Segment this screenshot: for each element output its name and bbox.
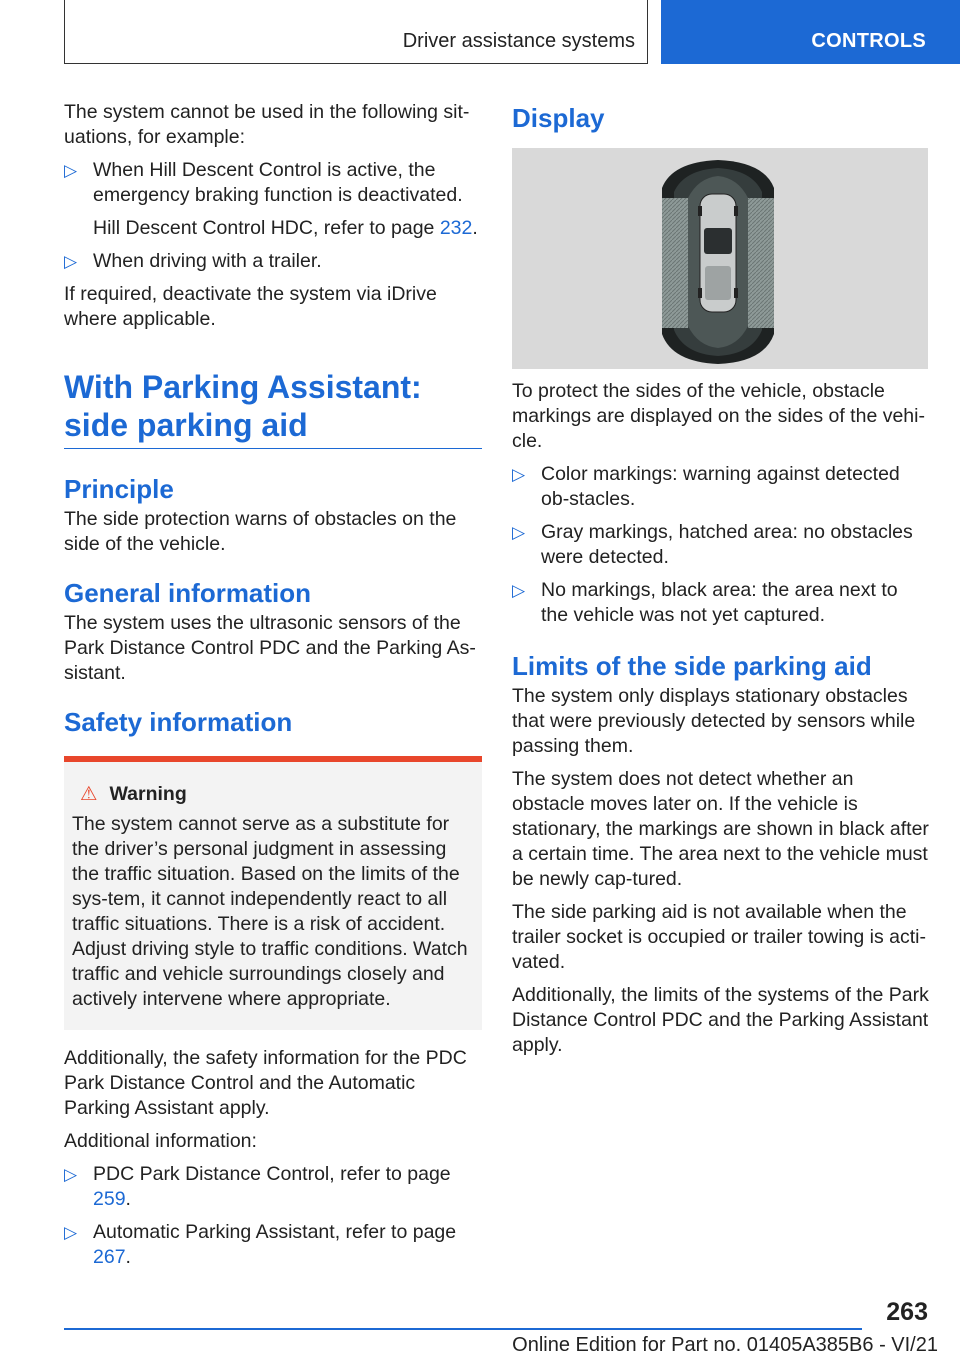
additional-info-label: Additional information: xyxy=(64,1130,257,1152)
list-item: ▷ Color markings: warning against detected ob-stacles. xyxy=(512,463,900,510)
warning-title: ⚠ Warning xyxy=(80,783,187,805)
triangle-bullet-icon: ▷ xyxy=(512,465,526,484)
header-section-title: Driver assistance systems xyxy=(402,30,635,52)
footer-divider xyxy=(64,1328,862,1330)
intro-text: The system cannot be used in the following sit-uations, for example: xyxy=(64,101,470,148)
triangle-bullet-icon: ▷ xyxy=(512,581,526,600)
left-column xyxy=(64,100,482,1278)
warning-triangle-icon: ⚠ xyxy=(80,783,98,805)
general-information-text: The system uses the ultrasonic sensors of the Park Distance Control PDC and the Parking As-sistant. xyxy=(64,612,476,684)
principle-heading: Principle xyxy=(64,474,174,504)
deactivate-text: If required, deactivate the system via iDrive where applicable. xyxy=(64,283,437,330)
vehicle-overhead-illustration xyxy=(512,148,928,369)
page-link-259[interactable]: 259 xyxy=(93,1188,126,1210)
list-item: ▷ Gray markings, hatched area: no obstacles were detected. xyxy=(512,521,913,568)
right-column xyxy=(512,100,930,1066)
display-markings-list xyxy=(512,462,930,628)
warning-box xyxy=(64,756,482,1030)
limits-heading: Limits of the side parking aid xyxy=(512,651,872,681)
header-chapter-tab[interactable] xyxy=(661,0,960,64)
list-item xyxy=(64,249,482,274)
list-item: ▷ Automatic Parking Assistant, refer to page 267. xyxy=(64,1221,457,1268)
page-number: 263 xyxy=(886,1298,928,1326)
limits-paragraph-3: The side parking aid is not available when the trailer socket is occupied or trailer towing is acti-vated. xyxy=(512,901,926,973)
list-item: ▷ PDC Park Distance Control, refer to page 259. xyxy=(64,1163,451,1210)
list-item-text: When driving with a trailer. xyxy=(93,250,322,272)
header-section-box xyxy=(64,0,648,64)
limits-paragraph-4: Additionally, the limits of the systems of the Park Distance Control PDC and the Parking Assistant apply. xyxy=(512,984,929,1056)
triangle-bullet-icon: ▷ xyxy=(64,161,78,180)
list-item-text: When Hill Descent Control is active, the emergency braking function is deactivated. xyxy=(93,159,463,206)
display-text: To protect the sides of the vehicle, obstacle markings are displayed on the sides of the vehi-cle. xyxy=(512,380,925,452)
limits-paragraph-2: The system does not detect whether an obstacle moves later on. If the vehicle is stationary, the markings are shown in black after a certain time. The area next to the vehicle must be newly cap-tured. xyxy=(512,768,929,890)
list-item-reference: Hill Descent Control HDC, refer to page 232. xyxy=(93,217,478,239)
list-item: ▷ No markings, black area: the area next to the vehicle was not yet captured. xyxy=(512,579,898,626)
warning-text: The system cannot serve as a substitute for the driver’s personal judgment in assessing the traffic situation. Based on the limits of the sys-tem, it cannot independently react to all traffic situations. There is a risk of accident. Adjust driving style to traffic conditions. Watch traffic and vehicle surroundings closely and actively intervene where appropriate. xyxy=(72,813,468,1010)
triangle-bullet-icon: ▷ xyxy=(64,252,78,271)
header-chapter-title: CONTROLS xyxy=(811,30,926,52)
page-link-232[interactable]: 232 xyxy=(439,217,473,239)
display-heading: Display xyxy=(512,103,605,133)
limitations-list xyxy=(64,158,482,274)
section-heading-side-parking-aid: With Parking Assistant: side parking aid xyxy=(64,368,482,449)
page-link-267[interactable]: 267 xyxy=(93,1246,126,1268)
principle-text: The side protection warns of obstacles on the side of the vehicle. xyxy=(64,508,457,555)
limits-paragraph-1: The system only displays stationary obstacles that were previously detected by sensors while passing them. xyxy=(512,685,916,757)
triangle-bullet-icon: ▷ xyxy=(64,1223,78,1242)
additional-info-list xyxy=(64,1162,482,1270)
side-parking-aid-display-image xyxy=(512,148,928,369)
safety-information-heading: Safety information xyxy=(64,707,293,737)
triangle-bullet-icon: ▷ xyxy=(512,523,526,542)
general-information-heading: General information xyxy=(64,578,312,608)
list-item xyxy=(64,158,482,241)
additional-safety-text: Additionally, the safety information for the PDC Park Distance Control and the Automatic Parking Assistant apply. xyxy=(64,1047,467,1119)
triangle-bullet-icon: ▷ xyxy=(64,1165,78,1184)
footer-edition: Online Edition for Part no. 01405A385B6 - VI/21 xyxy=(512,1334,938,1356)
